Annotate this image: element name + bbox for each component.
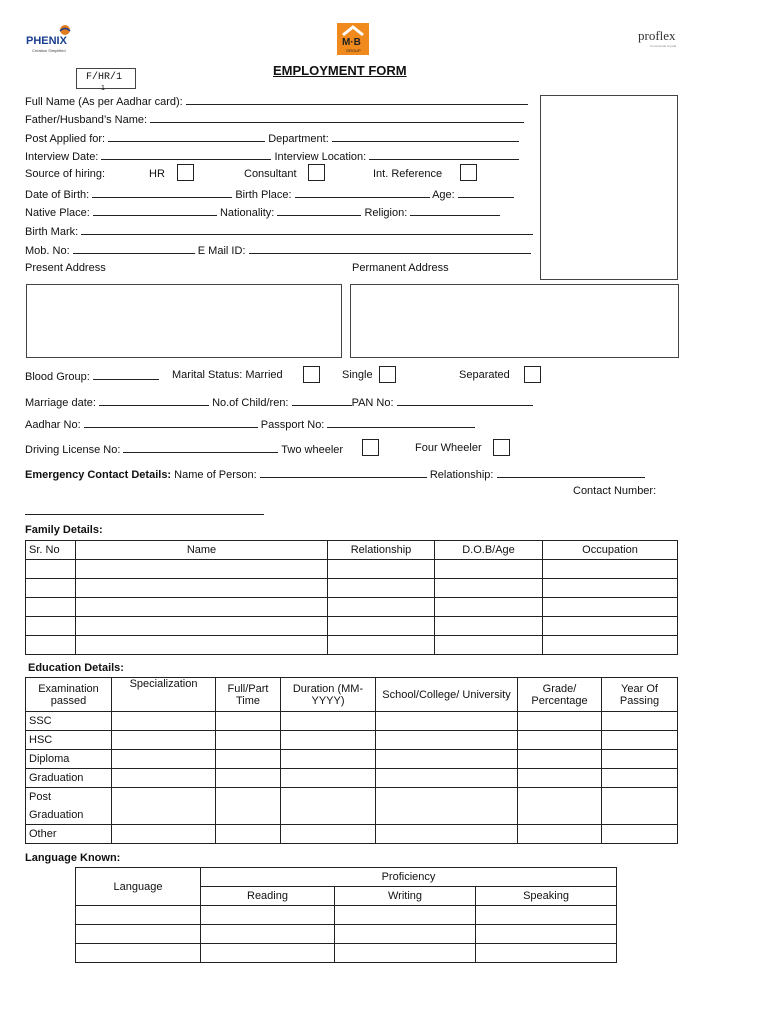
consultant-label: Consultant	[244, 168, 297, 180]
table-row[interactable]	[76, 925, 617, 944]
interview-location-label: Interview Location:	[274, 151, 367, 163]
contact-number-label: Contact Number:	[573, 485, 657, 497]
source-label-wrap	[25, 169, 105, 180]
edu-row-label: SSC	[26, 712, 112, 731]
interview-date-field[interactable]	[101, 150, 271, 160]
religion-field[interactable]	[410, 206, 500, 216]
dob-field[interactable]	[92, 188, 232, 198]
four-wheeler-checkbox[interactable]	[493, 439, 510, 456]
education-header-row	[26, 678, 678, 712]
passport-field[interactable]	[327, 418, 475, 428]
family-table	[25, 540, 678, 655]
pan-label: PAN No:	[351, 397, 394, 409]
blood-group-label: Blood Group:	[25, 371, 90, 383]
mob-label: Mob. No:	[25, 245, 70, 257]
marital-label: Marital Status: Married	[172, 369, 283, 381]
photo-box[interactable]	[540, 95, 678, 280]
source-label: Source of hiring:	[25, 168, 106, 180]
int-ref-option	[373, 169, 442, 180]
mb-logo-sub: GROUP	[346, 48, 361, 53]
lang-col-speaking: Speaking	[476, 887, 617, 906]
hr-option	[149, 169, 165, 180]
edu-col-specialization: Specialization	[112, 678, 216, 712]
native-field[interactable]	[93, 206, 217, 216]
table-row[interactable]	[76, 906, 617, 925]
post-row	[25, 132, 519, 143]
edu-col-fulltime: Full/Part Time	[216, 678, 281, 712]
emergency-name-field[interactable]	[260, 468, 427, 478]
aadhar-field[interactable]	[84, 418, 258, 428]
edu-row-label: Post Graduation	[26, 788, 112, 825]
mb-group-logo	[337, 23, 369, 55]
driving-label: Driving License No:	[25, 444, 121, 456]
family-heading: Family Details:	[25, 524, 103, 536]
email-field[interactable]	[249, 244, 531, 254]
permanent-address-field[interactable]	[350, 284, 679, 358]
mob-field[interactable]	[73, 244, 195, 254]
proflex-logo	[638, 28, 676, 48]
table-row[interactable]	[26, 598, 678, 617]
post-label: Post Applied for:	[25, 133, 106, 145]
marriage-row	[25, 396, 533, 407]
permanent-address-label: Permanent Address	[352, 262, 449, 274]
family-col-dob: D.O.B/Age	[435, 541, 543, 560]
birth-mark-label: Birth Mark:	[25, 226, 79, 238]
phenix-logo	[26, 24, 78, 56]
edu-col-year: Year Of Passing	[602, 678, 678, 712]
proflex-tagline: Commercial Crystal	[650, 44, 677, 48]
marriage-date-label: Marriage date:	[25, 397, 96, 409]
full-name-label: Full Name (As per Aadhar card):	[25, 96, 183, 108]
hr-label: HR	[149, 168, 165, 180]
language-table	[75, 867, 617, 963]
native-row	[25, 206, 500, 217]
email-label: E Mail ID:	[197, 245, 246, 257]
age-field[interactable]	[458, 188, 514, 198]
religion-label: Religion:	[364, 207, 408, 219]
birth-mark-row	[25, 225, 533, 236]
family-col-name: Name	[76, 541, 328, 560]
hr-checkbox[interactable]	[177, 164, 194, 181]
interview-date-label: Interview Date:	[25, 151, 99, 163]
edu-col-school: School/College/ University	[376, 678, 518, 712]
lang-col-reading: Reading	[201, 887, 335, 906]
form-code: F/HR/1	[86, 72, 123, 83]
edu-col-duration: Duration (MM-YYYY)	[281, 678, 376, 712]
table-row[interactable]	[76, 944, 617, 963]
language-header-row	[76, 868, 617, 887]
edu-row-label: HSC	[26, 731, 112, 750]
lang-col-proficiency: Proficiency	[201, 868, 617, 887]
interview-location-field[interactable]	[369, 150, 519, 160]
separated-checkbox[interactable]	[524, 366, 541, 383]
table-row[interactable]	[26, 769, 678, 788]
education-heading: Education Details:	[28, 662, 124, 674]
edu-col-grade: Grade/ Percentage	[518, 678, 602, 712]
dob-label: Date of Birth:	[25, 189, 90, 201]
dob-row	[25, 188, 514, 199]
birth-place-label: Birth Place:	[235, 189, 292, 201]
proflex-logo-text: proflex	[638, 28, 676, 43]
present-address-field[interactable]	[26, 284, 342, 358]
mb-logo-text: M·B	[342, 37, 361, 48]
relationship-field[interactable]	[497, 468, 645, 478]
department-field[interactable]	[332, 132, 519, 142]
edu-row-label: Diploma	[26, 750, 112, 769]
driving-field[interactable]	[123, 443, 278, 453]
table-row[interactable]	[26, 731, 678, 750]
page-title: EMPLOYMENT FORM	[273, 63, 407, 78]
form-code-sub: 1	[101, 85, 105, 92]
children-label: No.of Child/ren:	[212, 397, 289, 409]
edu-row-label: Other	[26, 825, 112, 844]
edu-row-label: Graduation	[26, 769, 112, 788]
family-header-row	[26, 541, 678, 560]
table-row[interactable]	[26, 617, 678, 636]
native-label: Native Place:	[25, 207, 90, 219]
emergency-heading: Emergency Contact Details:	[25, 469, 172, 481]
int-ref-checkbox[interactable]	[460, 164, 477, 181]
education-table	[25, 677, 678, 844]
father-field[interactable]	[150, 113, 524, 123]
table-row[interactable]	[26, 750, 678, 769]
two-wheeler-label: Two wheeler	[281, 444, 344, 456]
consultant-checkbox[interactable]	[308, 164, 325, 181]
family-col-srno: Sr. No	[26, 541, 76, 560]
birth-place-field[interactable]	[295, 188, 430, 198]
married-checkbox[interactable]	[303, 366, 320, 383]
emergency-row	[25, 468, 645, 479]
nationality-field[interactable]	[277, 206, 361, 216]
aadhar-label: Aadhar No:	[25, 419, 81, 431]
blood-group-field[interactable]	[93, 370, 159, 380]
full-name-field[interactable]	[186, 95, 528, 105]
contact-number-field[interactable]	[25, 505, 264, 515]
aadhar-row	[25, 418, 475, 429]
father-row	[25, 113, 524, 124]
single-label: Single	[342, 369, 373, 381]
table-row[interactable]	[26, 560, 678, 579]
interview-row	[25, 150, 519, 161]
present-address-label: Present Address	[25, 262, 106, 274]
lang-col-language: Language	[76, 868, 201, 906]
contact-row	[25, 244, 531, 255]
birth-mark-field[interactable]	[81, 225, 533, 235]
int-ref-label: Int. Reference	[373, 168, 443, 180]
four-wheeler-label: Four Wheeler	[415, 442, 482, 454]
driving-row	[25, 443, 343, 454]
age-label: Age:	[432, 189, 455, 201]
blood-row	[25, 370, 159, 381]
separated-label: Separated	[459, 369, 510, 381]
lang-col-writing: Writing	[335, 887, 476, 906]
two-wheeler-checkbox[interactable]	[362, 439, 379, 456]
emergency-name-label: Name of Person:	[174, 469, 257, 481]
edu-col-exam: Examination passed	[26, 678, 112, 712]
pan-field[interactable]	[397, 396, 533, 406]
full-name-row	[25, 95, 528, 106]
passport-label: Passport No:	[260, 419, 325, 431]
single-checkbox[interactable]	[379, 366, 396, 383]
nationality-label: Nationality:	[219, 207, 275, 219]
department-label: Department:	[268, 133, 329, 145]
language-heading: Language Known:	[25, 852, 121, 864]
table-row[interactable]	[26, 712, 678, 731]
marriage-date-field[interactable]	[99, 396, 209, 406]
family-col-occupation: Occupation	[543, 541, 678, 560]
table-row[interactable]	[26, 579, 678, 598]
family-col-relationship: Relationship	[328, 541, 435, 560]
consultant-option	[244, 169, 297, 180]
table-row[interactable]	[26, 825, 678, 844]
phenix-logo-text: PHENIX	[26, 35, 67, 47]
children-field[interactable]	[292, 396, 352, 406]
phenix-tagline: Creation Simplified	[32, 48, 66, 53]
father-label: Father/Husband’s Name:	[25, 114, 148, 126]
table-row[interactable]	[26, 788, 678, 825]
relationship-label: Relationship:	[429, 469, 494, 481]
post-field[interactable]	[108, 132, 265, 142]
table-row[interactable]	[26, 636, 678, 655]
